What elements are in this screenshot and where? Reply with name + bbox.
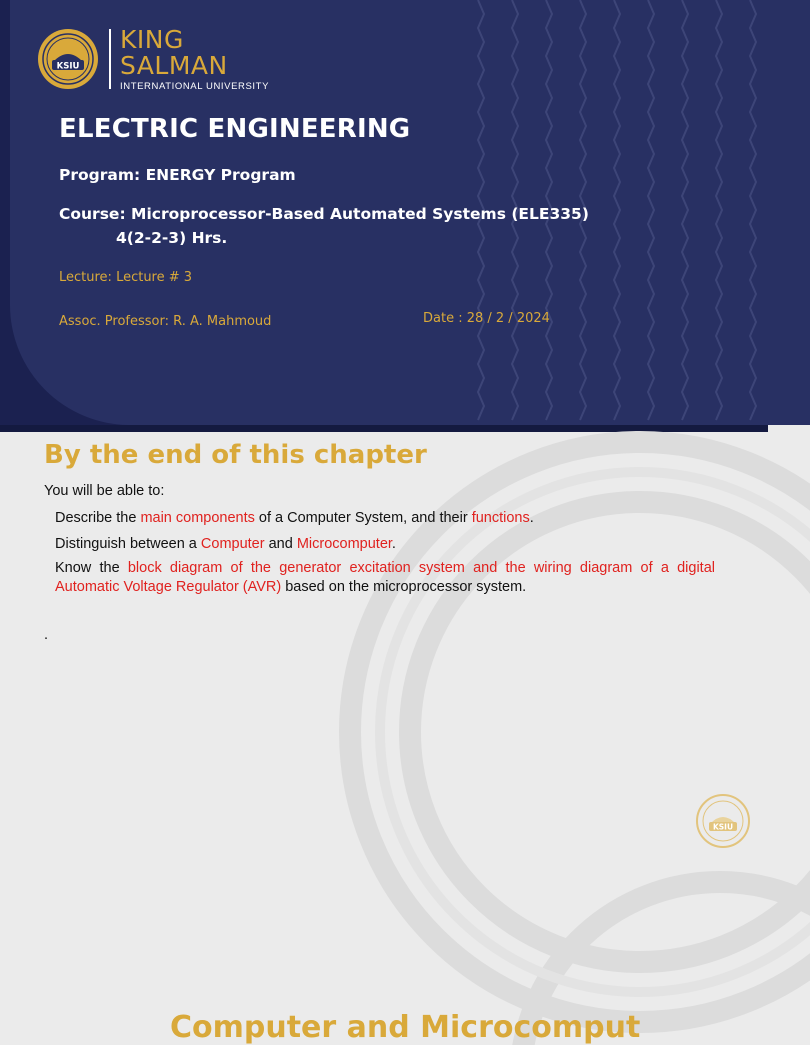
pattern-line xyxy=(716,0,722,420)
objectives-heading: By the end of this chapter xyxy=(44,440,427,470)
small-logo-text: KSIU xyxy=(712,822,734,832)
objective-text: and xyxy=(264,536,297,552)
professor-line: Assoc. Professor: R. A. Mahmoud xyxy=(59,314,272,329)
objectives-slide xyxy=(0,432,768,1045)
next-slide-title: Computer and Microcomput xyxy=(170,1010,641,1045)
objective-text: Distinguish between a xyxy=(55,536,201,552)
logo-line-university: INTERNATIONAL UNIVERSITY xyxy=(120,80,270,92)
ksiu-watermark-icon xyxy=(696,794,750,848)
pattern-line xyxy=(614,0,620,420)
program-line: Program: ENERGY Program xyxy=(59,166,296,184)
objective-item xyxy=(55,535,396,554)
pattern-line xyxy=(682,0,688,420)
objective-item xyxy=(55,559,715,597)
bottom-strip xyxy=(0,425,768,432)
date-line: Date : 28 / 2 / 2024 xyxy=(423,311,550,326)
objective-highlight: block diagram of the generator excitation system and the wiring diagram of a digital Automatic Voltage Regulator (AVR) xyxy=(55,560,715,595)
lecture-line: Lecture: Lecture # 3 xyxy=(59,270,193,285)
objective-text: . xyxy=(529,510,534,526)
logo-line-salman: SALMAN xyxy=(120,50,228,80)
objective-highlight: functions xyxy=(471,510,530,526)
logo-divider xyxy=(109,29,111,89)
objective-item xyxy=(55,509,534,528)
objective-highlight: Computer xyxy=(200,536,265,552)
objectives-intro: You will be able to: xyxy=(44,483,165,499)
university-logo xyxy=(37,24,270,92)
credit-hours: 4(2-2-3) Hrs. xyxy=(116,229,228,247)
objective-text: based on the microprocessor system. xyxy=(281,579,527,595)
stray-dot: . xyxy=(44,627,49,643)
objective-highlight: Microcomputer xyxy=(296,536,392,552)
objective-text: Know the xyxy=(55,560,128,576)
pattern-line xyxy=(648,0,654,420)
objective-highlight: main components xyxy=(140,510,255,526)
logo-line-king: KING xyxy=(120,24,184,54)
course-line: Course: Microprocessor-Based Automated Systems (ELE335) xyxy=(59,205,589,223)
slide-title: ELECTRIC ENGINEERING xyxy=(59,114,411,144)
objective-text: Describe the xyxy=(55,510,141,526)
pattern-line xyxy=(750,0,756,420)
seal-text: KSIU xyxy=(56,61,80,72)
objective-text: . xyxy=(391,536,396,552)
objective-text: of a Computer System, and their xyxy=(254,510,472,526)
ksiu-seal-icon xyxy=(37,28,99,90)
title-slide xyxy=(0,0,768,432)
logo-wordmark xyxy=(120,24,270,92)
